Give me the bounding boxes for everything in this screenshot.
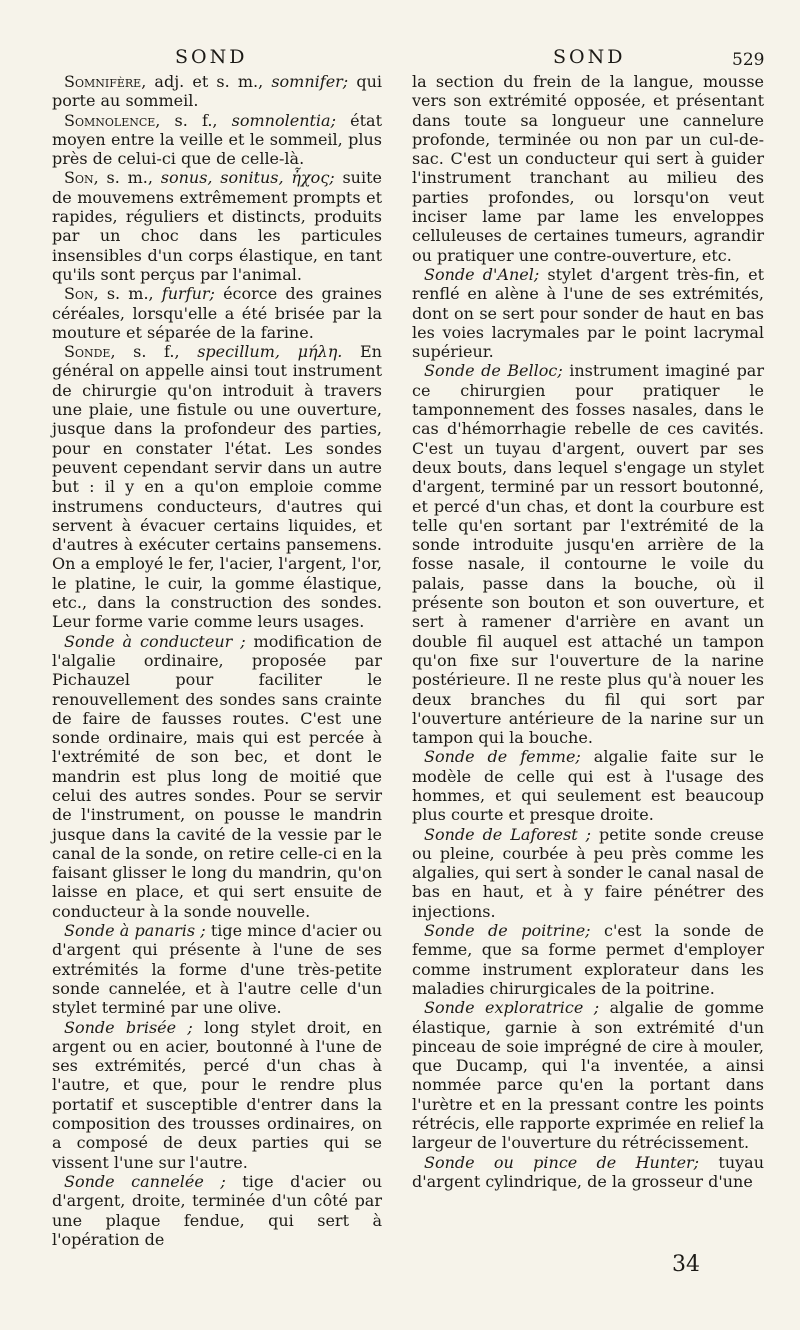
dictionary-entry: [52, 72, 382, 111]
entry-headword: Sonde: [64, 342, 111, 362]
entry-definition: modification de l'algalie ordinaire, proposée par Pichauzel pour faciliter le renouvellement des sondes sans crainte de faire de fausses routes. C'est une sonde ordinaire, mais qui est percée à l'extrémité de son bec, et dont le mandrin est plus long de moitié que celui des autres sondes. Pour se servir de l'instrument, on pousse le mandrin jusque dans la cavité de la vessie par le canal de la sonde, on retire celle-ci en la faisant glisser le long du mandrin, qu'on laisse en place, et qui sert ensuite de conducteur à la sonde nouvelle.: [52, 631, 383, 921]
dictionary-entry: [412, 825, 764, 921]
entry-headword: Son: [64, 168, 94, 188]
dictionary-entry: [52, 168, 382, 284]
entry-term: furfur;: [161, 284, 215, 304]
entry-headword: Somnolence: [64, 110, 156, 130]
entry-definition: suite de mouvemens extrêmement prompts et rapides, réguliers et distincts, produits par un choc dans les particules insensibles d'un corps élastique, en tant qu'ils sont perçus par l'animal.: [52, 168, 383, 284]
entry-term: Sonde de femme;: [424, 747, 581, 767]
entry-term: Sonde brisée ;: [64, 1017, 193, 1037]
dictionary-entry: [412, 921, 764, 998]
dictionary-entry: [412, 72, 764, 265]
dictionary-entry: [52, 342, 382, 631]
entry-term: Sonde de Belloc;: [424, 361, 563, 381]
entry-definition: instrument imaginé par ce chirurgien pour pratiquer le tamponnement des fosses nasales, dans le cas d'hémorrhagie rebelle de ces cavités. C'est un tuyau d'argent, ouvert par ses deux bouts, dans lequel s'engage un stylet d'argent, terminé par un ressort boutonné, et percé d'un chas, et dont la courbure est telle qu'en sortant par l'extrémité de la sonde introduite jusqu'en arrière de la fosse nasale, il contourne le voile du palais, passe dans la bouche, où il présente son bouton et son ouverture, et sert à ramener d'arrière en avant un double fil auquel est attaché un tampon qu'on fixe sur l'ouverture de la narine postérieure. Il ne reste plus qu'à nouer les deux branches du fil qui sort par l'ouverture antérieure de la narine sur un tampon qui la bouche.: [412, 361, 764, 748]
dictionary-entry: [412, 998, 764, 1152]
entry-term: Sonde à panaris ;: [64, 921, 206, 941]
entry-headword: Son: [64, 284, 94, 304]
entry-definition: état moyen entre la veille et le sommeil, plus près de celui-ci que de celle-là.: [52, 110, 382, 169]
dictionary-entry: [412, 1153, 764, 1192]
entry-definition: tige d'acier ou d'argent, droite, terminée d'un côté par une plaque fendue, qui sert à l'opération de: [52, 1171, 382, 1249]
entry-headword: Somnifère: [64, 72, 142, 91]
entry-grammar: , adj. et s. m.,: [141, 72, 272, 91]
entry-definition: petite sonde creuse ou pleine, courbée à peu près comme les algalies, qui sert à sonder le canal nasal de bas en haut, et à y faire pénétrer des injections.: [412, 824, 764, 921]
entry-definition: la section du frein de la langue, mousse vers son extrémité opposée, et présentant dans toute sa longueur une cannelure profonde, terminée ou non par un cul-de-sac. C'est un conducteur qui sert à guider l'instrument tranchant au milieu des parties profondes, ou lorsqu'on veut inciser lame par lame les enveloppes celluleuses de certaines tumeurs, agrandir ou pratiquer une contre-ouverture, etc.: [412, 72, 764, 265]
entry-term: Sonde cannelée ;: [64, 1171, 226, 1191]
entry-term: Sonde ou pince de Hunter;: [424, 1152, 700, 1172]
entry-grammar: , s. m.,: [93, 168, 161, 188]
entry-definition: tige mince d'acier ou d'argent qui présente à l'une de ses extrémités la forme d'une très-petite sonde cannelée, et à l'autre celle d'un stylet terminé par une olive.: [52, 921, 382, 1018]
dictionary-entry: [52, 632, 382, 921]
dictionary-entry: [412, 265, 764, 361]
entry-definition: c'est la sonde de femme, que sa forme permet d'employer comme instrument explorateur dans les maladies chirurgicales de la poitrine.: [412, 921, 764, 998]
entry-definition: long stylet droit, en argent ou en acier, boutonné à l'une de ses extrémités, percé d'un chas à l'autre, et que, pour le rendre plus portatif et susceptible d'entrer dans la composition des trousses ordinaires, on a composé de deux parties qui se vissent l'une sur l'autre.: [52, 1017, 382, 1172]
entry-term: Sonde d'Anel;: [424, 264, 540, 284]
entry-term: Sonde à conducteur ;: [64, 631, 246, 651]
entry-definition: écorce des graines céréales, lorsqu'elle a été brisée par la mouture et séparée de la farine.: [52, 284, 382, 342]
entry-definition: algalie faite sur le modèle de celle qui est à l'usage des hommes, et qui seulement est beaucoup plus courte et presque droite.: [412, 747, 764, 825]
entry-definition: tuyau d'argent cylindrique, de la grosseur d'une: [412, 1152, 764, 1191]
entry-definition: qui porte au sommeil.: [52, 72, 383, 111]
left-column: [52, 72, 382, 1249]
dictionary-entry: [52, 111, 382, 169]
entry-term: Sonde de Laforest ;: [424, 824, 592, 844]
dictionary-entry: [52, 284, 382, 342]
entry-definition: En général on appelle ainsi tout instrument de chirurgie qu'on introduit à travers une plaie, une fistule ou une ouverture, jusque dans la profondeur des parties, pour en constater l'état. Les sondes peuvent cependant servir dans un autre but : il y en a qu'on emploie comme instrumens conducteurs, d'autres qui servent à évacuer certains liquides, et d'autres à exécuter certains pansemens. On a employé le fer, l'acier, l'argent, l'or, le platine, le cuir, la gomme élastique, etc., dans la construction des sondes. Leur forme varie comme leurs usages.: [52, 342, 382, 632]
dictionary-entry: [412, 747, 764, 824]
dictionary-entry: [412, 361, 764, 747]
running-head-right: SOND: [553, 46, 626, 68]
signature-mark: 34: [672, 1252, 700, 1277]
entry-grammar: , s. m.,: [93, 284, 162, 304]
entry-term: specillum, μήλη.: [197, 342, 343, 362]
dictionary-entry: [52, 1018, 382, 1172]
dictionary-entry: [52, 1172, 382, 1249]
entry-grammar: , s. f.,: [155, 110, 232, 130]
entry-term: somnolentia;: [231, 110, 336, 130]
entry-term: Sonde exploratrice ;: [424, 998, 600, 1018]
dictionary-entry: [52, 921, 382, 1017]
right-column: [412, 72, 764, 1191]
page-number: 529: [732, 50, 765, 70]
entry-term: sonus, sonitus, ἦχος;: [160, 168, 335, 188]
entry-grammar: , s. f.,: [110, 342, 198, 362]
entry-term: somnifer;: [271, 72, 349, 91]
entry-definition: stylet d'argent très-fin, et renflé en alène à l'une de ses extrémités, dont on se sert pour sonder de haut en bas les voies lacrymales par le point lacrymal supérieur.: [412, 264, 764, 362]
entry-term: Sonde de poitrine;: [424, 921, 591, 941]
running-head-left: SOND: [175, 46, 248, 68]
entry-definition: algalie de gomme élastique, garnie à son extrémité d'un pinceau de soie imprégné de cire à mouler, que Ducamp, qui l'a inventée, a ainsi nommée parce qu'en la portant dans l'urètre et en la pressant contre les points rétrécis, elle rapporte exprimée en relief la largeur de l'ouverture du rétrécissement.: [412, 998, 765, 1153]
